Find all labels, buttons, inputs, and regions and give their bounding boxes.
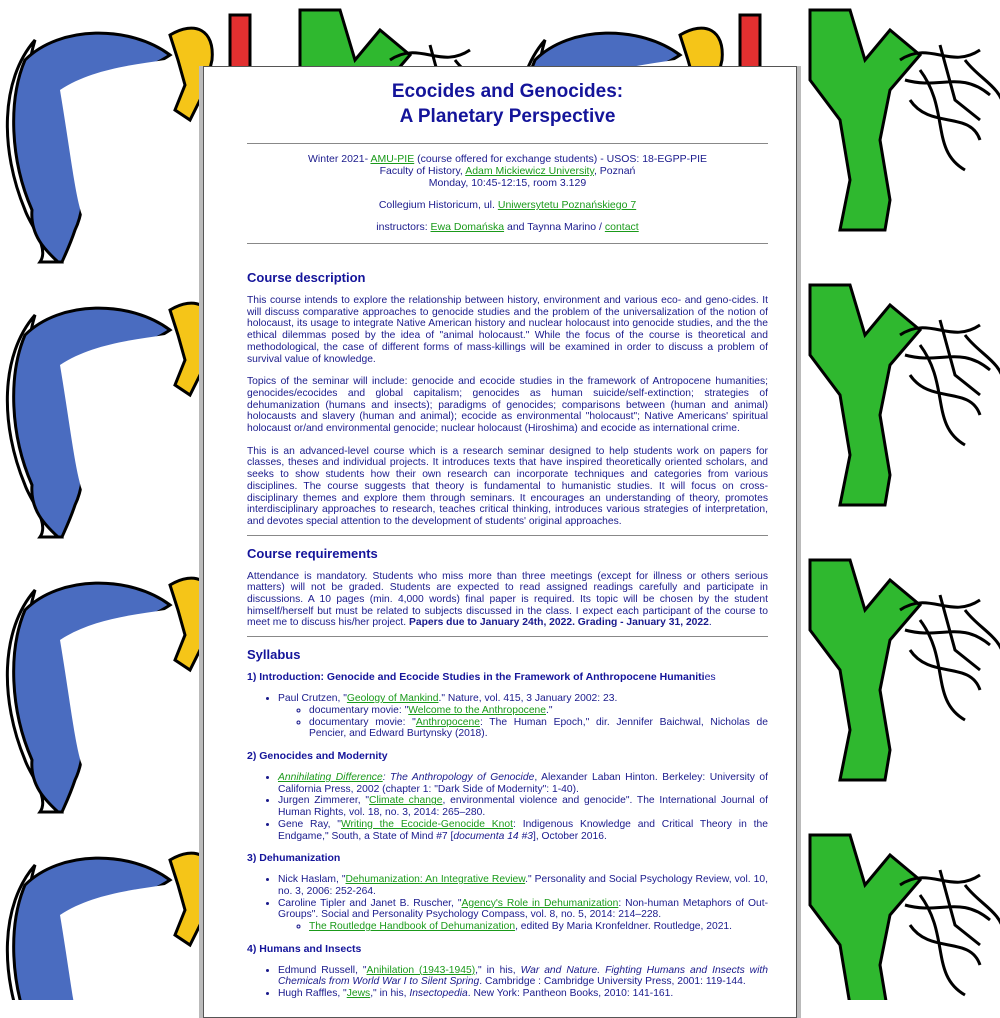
reading-text: , Alexander Laban Hinton. Berkeley: University of California Press, 2002 (chapter 1: "Dark Side of Modernity": 1-40).: [278, 771, 769, 795]
amu-pie-link[interactable]: AMU-PIE: [370, 153, 415, 165]
reading-link[interactable]: The Routledge Handbook of Dehumanization: [309, 921, 516, 933]
content-page: [203, 66, 797, 1018]
schedule: Monday, 10:45-12:15, room 3.129: [428, 177, 587, 189]
description-paragraph: This course intends to explore the relationship between history, environment and various eco- and geno-cides. It will discuss comparative approaches to genocide studies and the problem of the universalization of the notion of holocaust, its usage to integrate Native American history and nuclear holocaust into genocide studies, and the the ethical dilemmas posed by the idea of "animal holocaust." While the focus of the course is theoretical and methodological, the case of different forms of mass-killings will be examined in order to discuss a problem of survival value of knowledge.: [247, 295, 768, 365]
address-link[interactable]: Uniwersytetu Poznańskiego 7: [497, 199, 637, 211]
reading-list: [247, 693, 768, 740]
reading-text: Caroline Tipler and Janet B. Ruscher, ": [278, 897, 462, 909]
page-title: [247, 79, 768, 129]
syllabus-topic-2: 2) Genocides and Modernity: [247, 749, 388, 762]
reading-text: . Cambridge : Cambridge University Press, 2001: 119-144.: [479, 976, 746, 988]
info-text: (course offered for exchange students) - USOS: 18-EGPP-PIE: [414, 153, 707, 165]
reading-text: : Indigenous Knowledge and Critical Theory in the Endgame," South, a State of Mind #7 [: [278, 818, 768, 842]
reading-text: ." Nature, vol. 415, 3 January 2002: 23.: [438, 693, 618, 705]
reading-text: documenta 14 #3: [453, 830, 533, 842]
reading-text: ," in his,: [370, 988, 410, 1000]
location-text: Collegium Historicum, ul.: [378, 199, 498, 211]
reading-text: documentary movie: ": [309, 704, 409, 716]
reading-link[interactable]: Climate change: [369, 795, 443, 807]
description-paragraph: Topics of the seminar will include: genocide and ecocide studies in the framework of Antropocene humanities; genocides/ecocides and global capitalism; genocides as human suicide/self-extinction; strategies of dehumanization (humans and insects); paradigms of genocides; comparisons between (human and animal) holocausts and slavery (human and animal); ecocide as environmental "holocaust"; Native Americans' spiritual holocaust or/and environmental genocide; nuclear holocaust (Hiroshima) and ecocide as international crime.: [247, 376, 768, 435]
instructors-text: instructors:: [376, 221, 431, 233]
reading-link[interactable]: Annihilating Difference: [278, 771, 383, 783]
section-heading-requirements: Course requirements: [247, 545, 378, 561]
university-link[interactable]: Adam Mickiewicz University: [465, 165, 594, 177]
reading-text: : The Anthropology of Genocide: [382, 771, 535, 783]
reading-list: [247, 772, 768, 842]
reading-text: Paul Crutzen, ": [278, 693, 347, 705]
reading-text: : Non-human Metaphors of Out-Groups". Social and Personality Psychology Compass, vol. 8, no. 5, 2014: 214–228.: [278, 897, 769, 921]
reading-text: documentary movie: ": [309, 716, 416, 728]
info-text: , Poznań: [593, 165, 636, 177]
title-line-1: Ecocides and Genocides:: [391, 81, 624, 102]
title-line-2: A Planetary Perspective: [399, 106, 616, 127]
reading-subitem: [309, 921, 768, 933]
reading-item: [278, 988, 768, 1000]
reading-link[interactable]: Anihilation (1943-1945): [366, 964, 476, 976]
reading-text: ." Personality and Social Psychology Review, vol. 10, no. 3, 2006: 252-264.: [278, 874, 768, 897]
reading-link[interactable]: Dehumanization: An Integrative Review: [345, 874, 526, 886]
reading-text: Edmund Russell, ": [278, 964, 367, 976]
reading-link[interactable]: Geology of Mankind: [346, 693, 439, 705]
reading-text: Gene Ray, ": [278, 818, 341, 830]
divider: [247, 243, 768, 244]
info-text: Winter 2021-: [308, 153, 371, 165]
reading-text: War and Nature. Fighting Humans and Insects with Chemicals from World War I to Silent Spring: [278, 964, 768, 988]
reading-text: Hugh Raffles, ": [278, 988, 347, 1000]
instructor-link[interactable]: Ewa Domańska: [430, 221, 505, 233]
reading-link[interactable]: Writing the Ecocide-Genocide Knot: [340, 818, 513, 830]
reading-item: [278, 819, 768, 842]
reading-link[interactable]: Jews: [346, 988, 371, 1000]
divider: [247, 535, 768, 536]
syllabus-topic-1: [247, 671, 768, 683]
reading-list: [247, 874, 768, 933]
requirements-paragraph: [247, 571, 768, 630]
reading-item: [278, 772, 768, 795]
reading-link[interactable]: Agency's Role in Dehumanization: [461, 897, 619, 909]
section-heading-syllabus: Syllabus: [247, 647, 301, 663]
reading-item: [278, 898, 768, 933]
topic-title: es: [704, 671, 716, 684]
reading-subitem: [309, 717, 768, 740]
sub-list: [278, 921, 768, 933]
divider: [247, 636, 768, 637]
info-text: Faculty of History,: [379, 165, 466, 177]
reading-text: .": [546, 704, 553, 716]
reading-text: Jurgen Zimmerer, ": [278, 795, 370, 807]
topic-title: 1) Introduction: Genocide and Ecocide Studies in the Framework of Anthropocene Humaniti: [247, 671, 705, 684]
section-heading-description: Course description: [247, 270, 366, 285]
reading-item: [278, 874, 768, 897]
reading-text: , environmental violence and genocide". The International Journal of Human Rights, vol. 18, no. 3, 2014: 265–280.: [278, 795, 768, 819]
reading-list: [247, 965, 768, 1000]
reading-link[interactable]: Anthropocene: [415, 716, 480, 728]
reading-item: [278, 795, 768, 818]
reading-text: Nick Haslam, ": [278, 874, 346, 886]
requirements-text: Attendance is mandatory. Students who miss more than three meetings (except for illness or others serious matters) will not be graded. Students are expected to read assigned readings carefully and participate in discussions. A 10 pages (min. 4,000 words) final paper is required. Its topic will be chosen by the student himself/herself but must be related to subjects discussed in the class. I expect each participant of the course to meet me to discuss his/her project.: [247, 570, 768, 629]
reading-item: [278, 965, 768, 988]
reading-text: , edited By Maria Kronfeldner. Routledge, 2021.: [515, 921, 733, 933]
instructors-text: and Taynna Marino /: [504, 221, 605, 233]
reading-text: . New York: Pantheon Books, 2010: 141-161.: [467, 988, 674, 1000]
reading-item: [278, 693, 768, 740]
reading-text: ], October 2016.: [532, 830, 607, 842]
reading-text: : The Human Epoch," dir. Jennifer Baichwal, Nicholas de Pencier, and Edward Burtynsky (2018).: [309, 716, 768, 740]
sub-list: [278, 705, 768, 740]
syllabus-topic-4: 4) Humans and Insects: [247, 942, 362, 955]
contact-link[interactable]: contact: [604, 221, 639, 233]
reading-subitem: [309, 705, 768, 717]
reading-text: Insectopedia: [409, 988, 468, 1000]
reading-link[interactable]: Welcome to the Anthropocene: [408, 704, 546, 716]
course-info: [247, 153, 768, 233]
description-paragraph: This is an advanced-level course which is a research seminar designed to help students work on papers for classes, theses and individual projects. It introduces texts that have inspired theoretically oriented scholars, and seeks to show students how their own research can incorporate techniques and categories from various disciplines. The course suggests that theory is fundamental to humanistic studies. It will focus on cross-disciplinary themes and explore them through seminars. It encourages an understanding of theory, promotes interdisciplinary approaches to research, teaches critical thinking, introduces various strategies of interpretation, and devotes special attention to the development of students' original approaches.: [247, 445, 768, 527]
deadline-text: Papers due to January 24th, 2022. Grading - January 31, 2022: [408, 617, 709, 629]
divider: [247, 143, 768, 144]
requirements-text: .: [708, 617, 712, 629]
reading-text: ," in his,: [475, 964, 521, 976]
syllabus-topic-3: 3) Dehumanization: [247, 852, 341, 865]
